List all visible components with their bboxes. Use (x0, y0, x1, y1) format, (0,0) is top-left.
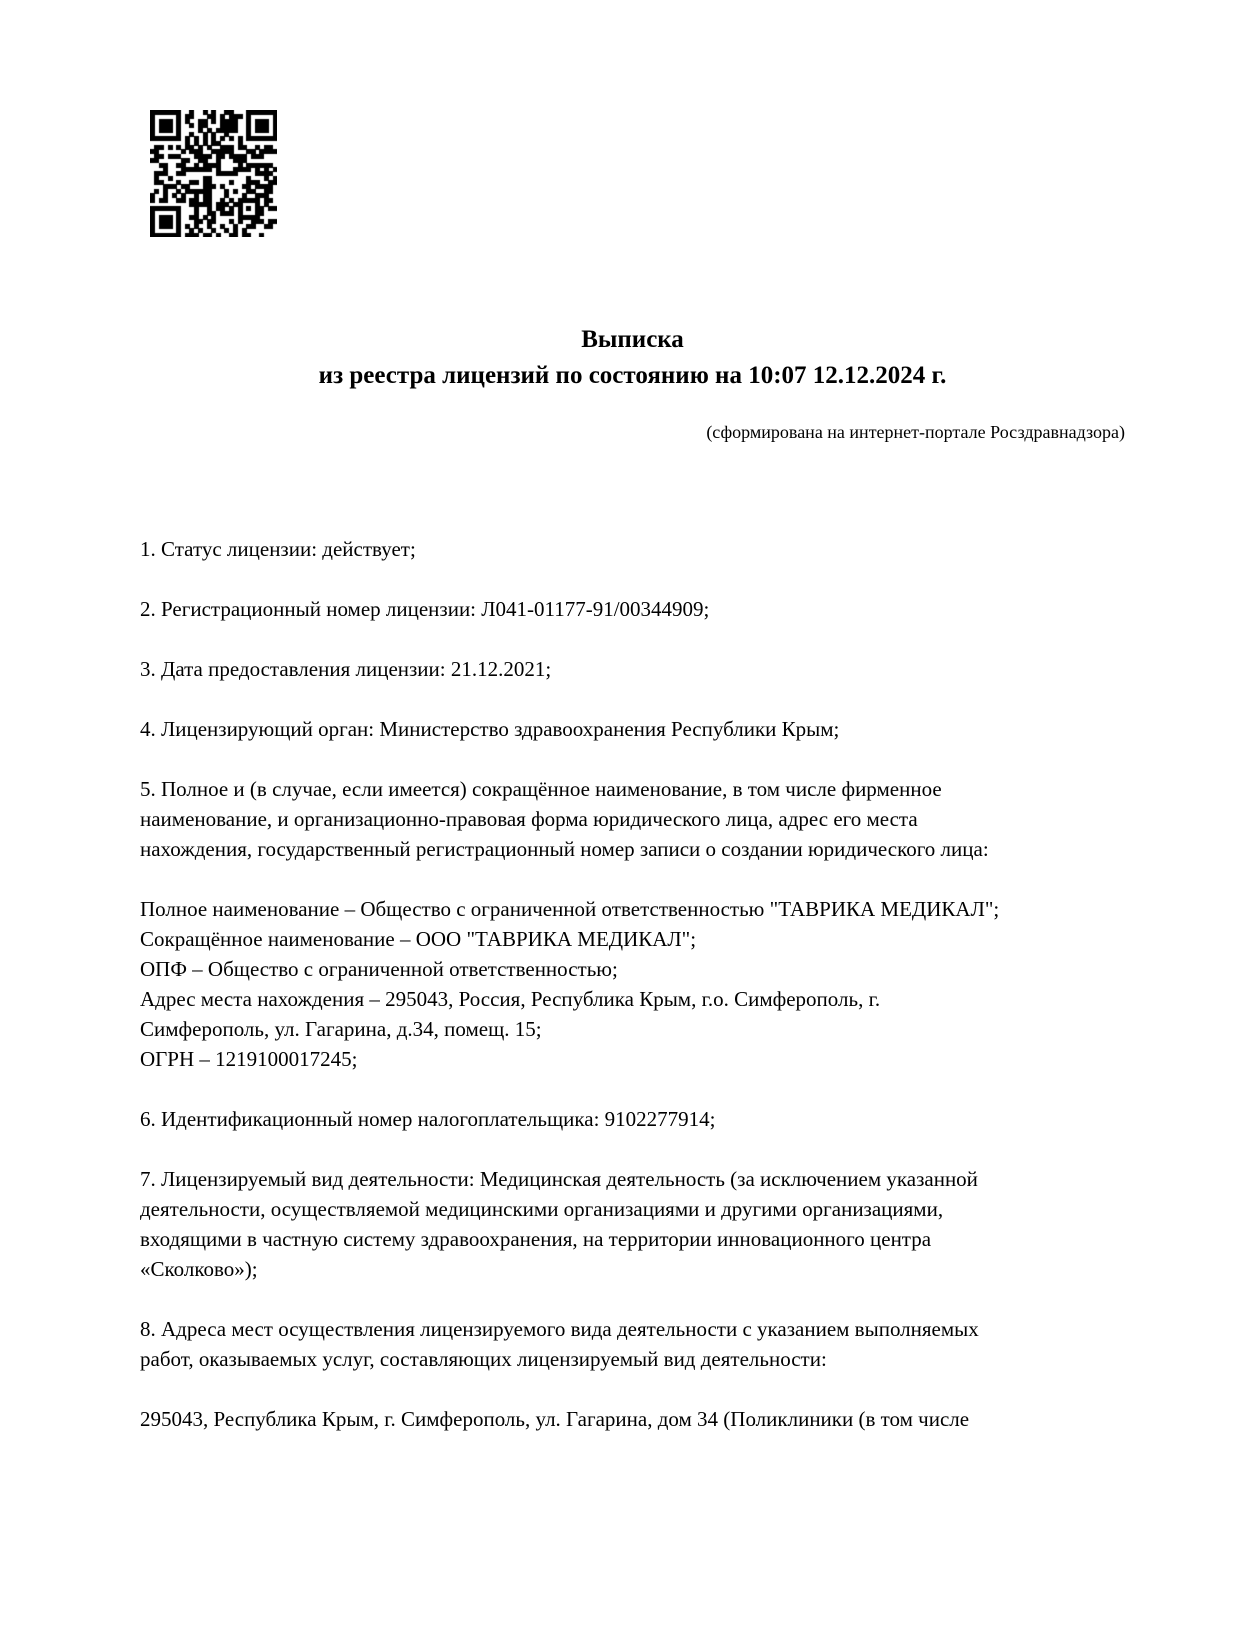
text-line: 7. Лицензируемый вид деятельности: Медицинская деятельность (за исключением указанной (140, 1167, 978, 1191)
status-paragraph (140, 534, 1150, 564)
text-line: 5. Полное и (в случае, если имеется) сокращённое наименование, в том числе фирменное (140, 777, 942, 801)
text-line: 6. Идентификационный номер налогоплательщика: 9102277914; (140, 1107, 716, 1131)
document-title-line: Выписка (581, 326, 684, 353)
entity-naming-intro-paragraph (140, 774, 1150, 864)
text-line: Полное наименование – Общество с ограниченной ответственностью "ТАВРИКА МЕДИКАЛ"; (140, 897, 1000, 921)
document-body (140, 534, 1150, 1434)
document-title-line: из реестра лицензий по состоянию на 10:07 12.12.2024 г. (318, 362, 947, 389)
qr-code (150, 110, 277, 237)
text-line: нахождения, государственный регистрационный номер записи о создании юридического лица: (140, 837, 989, 861)
text-line: Симферополь, ул. Гагарина, д.34, помещ. 15; (140, 1017, 542, 1041)
activity-addresses-intro-paragraph (140, 1314, 1150, 1374)
entity-details-paragraph (140, 894, 1150, 1074)
text-line: 8. Адреса мест осуществления лицензируемого вида деятельности с указанием выполняемых (140, 1317, 979, 1341)
activity-address-paragraph (140, 1404, 1150, 1434)
text-line: 4. Лицензирующий орган: Министерство здравоохранения Республики Крым; (140, 717, 840, 741)
text-line: работ, оказываемых услуг, составляющих лицензируемый вид деятельности: (140, 1347, 827, 1371)
text-line: Адрес места нахождения – 295043, Россия, Республика Крым, г.о. Симферополь, г. (140, 987, 881, 1011)
text-line: 2. Регистрационный номер лицензии: Л041-01177-91/00344909; (140, 597, 710, 621)
licensed-activity-paragraph (140, 1164, 1150, 1284)
taxpayer-number-paragraph (140, 1104, 1150, 1134)
text-line: ОГРН – 1219100017245; (140, 1047, 358, 1071)
licensing-authority-paragraph (140, 714, 1150, 744)
formation-note: (сформирована на интернет-портале Росздравнадзора) (706, 422, 1125, 442)
text-line: 3. Дата предоставления лицензии: 21.12.2021; (140, 657, 552, 681)
text-line: 1. Статус лицензии: действует; (140, 537, 416, 561)
text-line: ОПФ – Общество с ограниченной ответственностью; (140, 957, 618, 981)
text-line: входящими в частную систему здравоохранения, на территории инновационного центра (140, 1227, 932, 1251)
text-line: наименование, и организационно-правовая форма юридического лица, адрес его места (140, 807, 918, 831)
text-line: 295043, Республика Крым, г. Симферополь, ул. Гагарина, дом 34 (Поликлиники (в том числе (140, 1407, 970, 1431)
grant-date-paragraph (140, 654, 1150, 684)
document-title (140, 322, 1125, 394)
text-line: «Сколково»); (140, 1257, 258, 1281)
registration-number-paragraph (140, 594, 1150, 624)
text-line: Сокращённое наименование – ООО "ТАВРИКА МЕДИКАЛ"; (140, 927, 697, 951)
text-line: деятельности, осуществляемой медицинскими организациями и другими организациями, (140, 1197, 944, 1221)
